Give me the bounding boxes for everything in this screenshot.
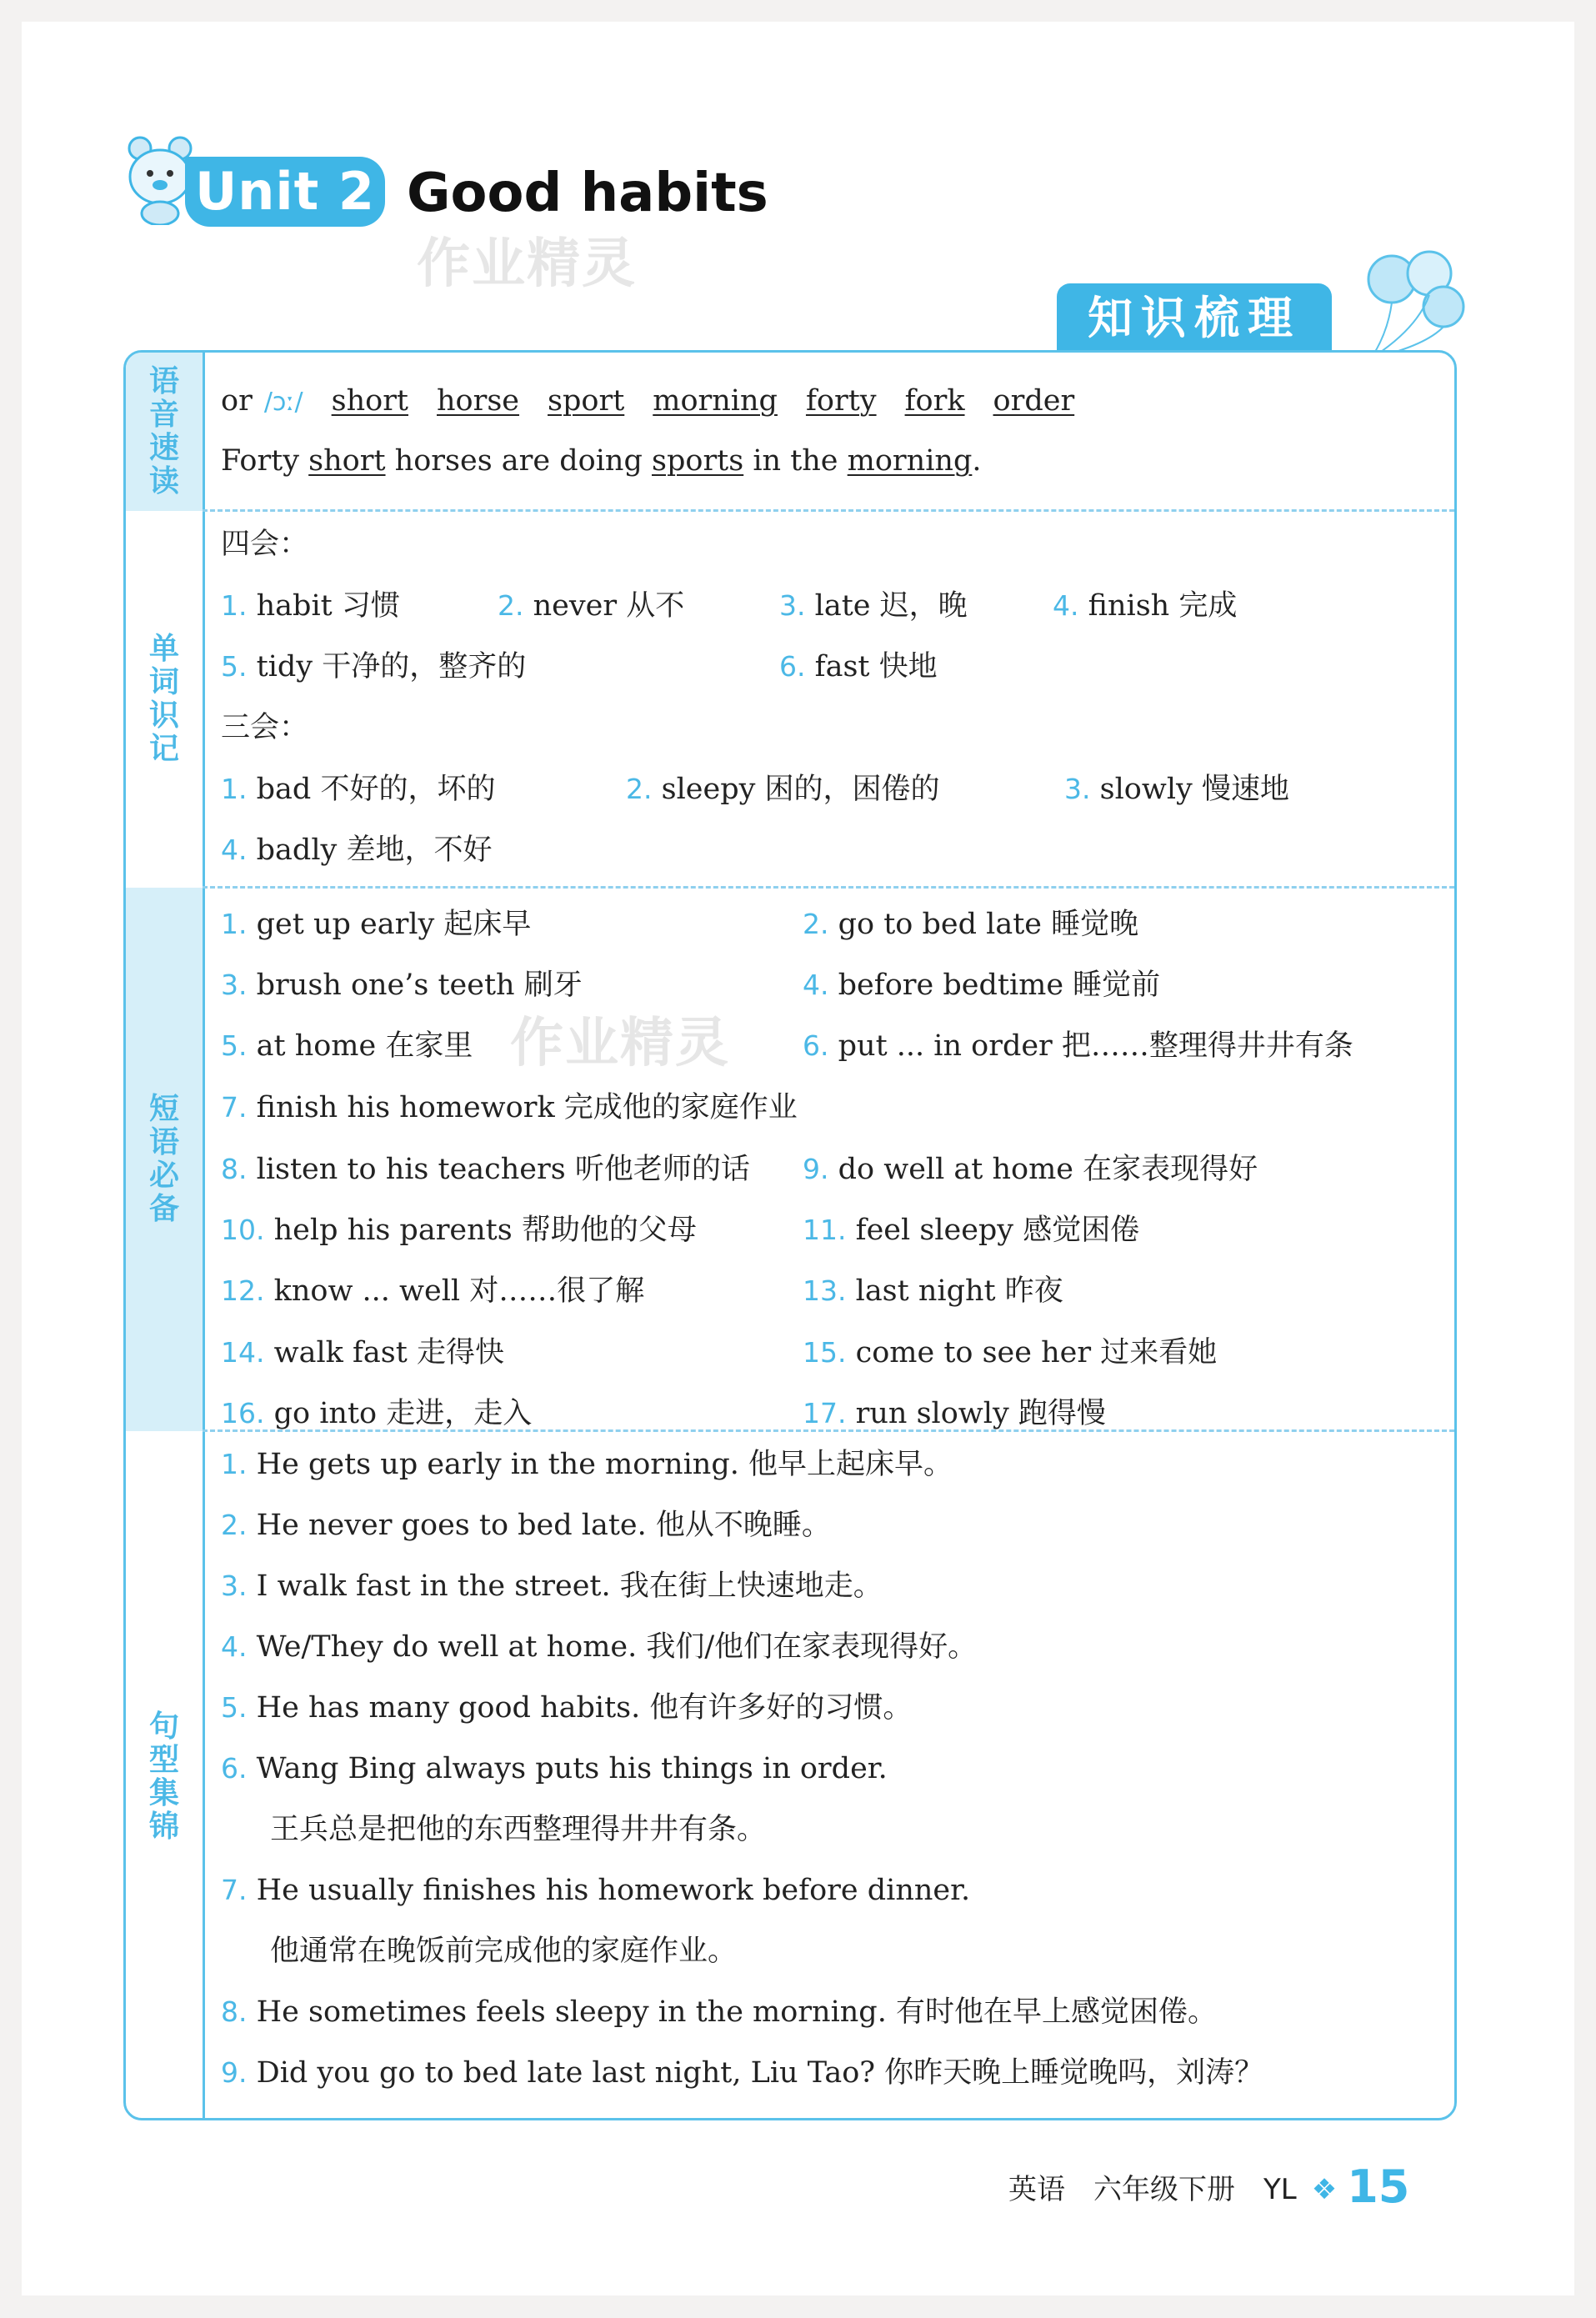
vocab-meaning: 习惯 [341,589,400,623]
phonetic: /ɔː/ [263,388,303,417]
phrase-text: put ... in order 把……整理得井井有条 [838,1029,1353,1063]
item-number: 2. [626,773,653,805]
sentence-item [221,1446,953,1483]
phrase-text: walk fast 走得快 [273,1336,504,1369]
sentence-part: short [308,444,386,478]
phrase-item [803,1212,1139,1249]
phrase-item [803,1028,1353,1064]
phrase-item [803,906,1138,943]
item-number: 5. [221,1691,248,1724]
phrase-text: last night 昨夜 [855,1274,1063,1308]
item-number: 4. [803,969,829,1001]
vocab-meaning: 困的，困倦的 [764,773,940,806]
phrase-item [221,1028,473,1064]
sentence-part: morning [847,444,973,478]
item-number: 3. [221,969,248,1001]
item-number: 1. [221,1448,248,1480]
item-number: 14. [221,1336,265,1369]
three-skill-label: 三会： [221,711,309,744]
vocab-item [498,588,684,624]
phrase-text: listen to his teachers 听他老师的话 [256,1153,750,1186]
phrase-text: run slowly 跑得慢 [855,1397,1106,1430]
sentence-part: . [972,444,982,478]
item-number: 17. [803,1397,847,1429]
sentence-item [221,1629,977,1665]
four-skill-label: 四会： [221,528,309,561]
rail-label: 短语必备 [148,1092,179,1226]
phonics-word: forty [805,384,877,418]
footer-subject: 英语 [1008,2173,1065,2206]
vocab-item [1064,771,1289,808]
sentence-text: I walk fast in the street. 我在街上快速地走。 [256,1570,883,1603]
rail-pronunciation [126,353,203,511]
sentence-part: in the [753,444,838,478]
sentence-item [221,2055,1263,2091]
item-number: 11. [803,1214,847,1246]
vocab-word: sleepy [661,773,756,806]
phrase-text: know ... well 对……很了解 [273,1274,645,1308]
sentence-part: Forty [221,444,300,478]
phonics-word: morning [653,384,778,418]
phonics-word: fork [904,384,965,418]
vocab-item [626,771,940,808]
footer-edition: YL [1263,2173,1297,2206]
sentence-translation: 王兵总是把他的东西整理得井井有条。 [270,1813,767,1846]
phrase-text: go to bed late 睡觉晚 [838,908,1139,941]
item-number: 8. [221,1153,248,1185]
vocab-meaning: 慢速地 [1201,773,1289,806]
item-number: 16. [221,1397,265,1429]
vocab-item [221,832,492,869]
rail-label: 单词识记 [148,632,179,766]
phrase-text: brush one’s teeth 刷牙 [256,969,583,1002]
vocab-word: tidy [256,650,313,683]
sentence-part: sports [652,444,744,478]
vocab-item [779,648,938,685]
item-number: 13. [803,1274,847,1307]
phonics-word: order [993,384,1075,418]
item-number: 2. [498,589,524,622]
rail-label: 语音速读 [148,364,179,498]
item-number: 7. [221,1091,248,1124]
phrase-item [221,1151,750,1188]
item-number: 7. [221,1874,248,1906]
item-number: 4. [221,834,248,866]
sentence-item [221,1872,970,1909]
phrase-item [221,1395,532,1432]
phonics-word: sport [548,384,625,418]
phrase-text: get up early 起床早 [256,908,532,941]
phrase-item [803,1395,1106,1432]
sentence-text: Wang Bing always puts his things in order. [256,1752,888,1785]
phrase-text: before bedtime 睡觉前 [838,969,1161,1002]
section-banner: 知识梳理 [1057,283,1332,353]
sentence-item [221,1568,883,1605]
item-number: 1. [221,908,248,940]
phrase-text: feel sleepy 感觉困倦 [855,1214,1140,1247]
sentence-item [221,1750,888,1787]
phrase-text: finish his homework 完成他的家庭作业 [256,1091,798,1124]
phonics-sentence [221,443,982,479]
item-number: 6. [221,1752,248,1785]
phrase-text: go into 走进，走入 [273,1397,533,1430]
vocab-meaning: 完成 [1178,589,1238,623]
vocab-meaning: 差地，不好 [346,834,493,867]
vocab-item [221,771,495,808]
item-number: 1. [221,773,248,805]
phrase-text: help his parents 帮助他的父母 [273,1214,697,1247]
sentence-translation: 他通常在晚饭前完成他的家庭作业。 [270,1935,738,1968]
item-number: 8. [221,1995,248,2028]
page-footer [1008,2162,1409,2212]
item-number: 12. [221,1274,265,1307]
vocab-word: late [814,589,871,623]
section-divider [203,886,1454,889]
footer-grade: 六年级下册 [1093,2173,1235,2206]
phrase-text: come to see her 过来看她 [855,1336,1218,1369]
phrase-item [221,967,583,1004]
vocab-item [221,588,400,624]
rail-sentences [126,1431,203,2120]
sentence-text: He usually finishes his homework before dinner. [256,1874,971,1907]
sentence-part: are doing [501,444,643,478]
item-number: 5. [221,1029,248,1062]
vocab-word: badly [256,834,338,867]
rail-label: 句型集锦 [148,1710,179,1844]
sentence-text: He sometimes feels sleepy in the morning. 有时他在早上感觉困倦。 [256,1995,1217,2029]
item-number: 2. [221,1509,248,1541]
section-divider [203,509,1454,512]
diamond-icon: ❖ [1311,2173,1338,2206]
phrase-item [221,1089,798,1126]
sentence-text: He has many good habits. 他有许多好的习惯。 [256,1691,913,1725]
item-number: 2. [803,908,829,940]
phrase-item [803,1334,1217,1371]
item-number: 9. [803,1153,829,1185]
item-number: 4. [1053,589,1079,622]
vocab-item [1053,588,1237,624]
letters: or [221,384,253,418]
item-number: 3. [779,589,806,622]
item-number: 5. [221,650,248,683]
vocab-word: slowly [1099,773,1193,806]
phrase-item [221,1334,504,1371]
item-number: 9. [221,2056,248,2089]
sentence-item [221,1994,1217,2030]
vocab-word: fast [814,650,870,683]
vocab-meaning: 迟，晚 [879,589,968,623]
rail-vocabulary [126,511,203,888]
item-number: 15. [803,1336,847,1369]
phrase-item [221,1273,644,1309]
item-number: 10. [221,1214,265,1246]
sentence-text: He gets up early in the morning. 他早上起床早。 [256,1448,953,1481]
watermark: 作业精灵 [417,233,637,295]
phonics-word: horse [437,384,520,418]
phonics-word: short [331,384,408,418]
item-number: 4. [221,1630,248,1663]
rail-phrases [126,888,203,1431]
page-number: 15 [1347,2160,1410,2213]
vocab-word: finish [1088,589,1170,623]
item-number: 6. [779,650,806,683]
sentence-text: Did you go to bed late last night, Liu Tao? 你昨天晚上睡觉晚吗，刘涛？ [256,2056,1264,2090]
phrase-text: do well at home 在家表现得好 [838,1153,1258,1186]
phrase-item [803,1273,1063,1309]
vocab-meaning: 不好的，坏的 [320,773,496,806]
watermark: 作业精灵 [510,1013,730,1074]
sentence-item [221,1690,912,1726]
vocab-word: bad [256,773,312,806]
sentence-text: He never goes to bed late. 他从不晚睡。 [256,1509,831,1542]
vocab-meaning: 干净的，整齐的 [322,650,527,683]
vocab-word: never [533,589,618,623]
phrase-text: at home 在家里 [256,1029,473,1063]
item-number: 6. [803,1029,829,1062]
rail-divider [203,353,205,2118]
phonics-row [221,383,1103,421]
vocab-item [221,648,526,685]
unit-badge: Unit 2 [185,157,385,227]
vocab-meaning: 从不 [626,589,685,623]
vocab-meaning: 快地 [878,650,938,683]
sentence-item [221,1507,831,1544]
phrase-item [221,906,531,943]
sentence-part: horses [394,444,493,478]
knowledge-box [123,350,1457,2120]
item-number: 3. [1064,773,1091,805]
vocab-item [779,588,968,624]
phrase-item [803,967,1160,1004]
phrase-item [221,1212,697,1249]
unit-title: Good habits [407,163,768,224]
item-number: 1. [221,589,248,622]
phrase-item [803,1151,1258,1188]
vocab-word: habit [256,589,333,623]
item-number: 3. [221,1570,248,1602]
balloons-icon [1350,242,1475,367]
sentence-text: We/They do well at home. 我们/他们在家表现得好。 [256,1630,978,1664]
